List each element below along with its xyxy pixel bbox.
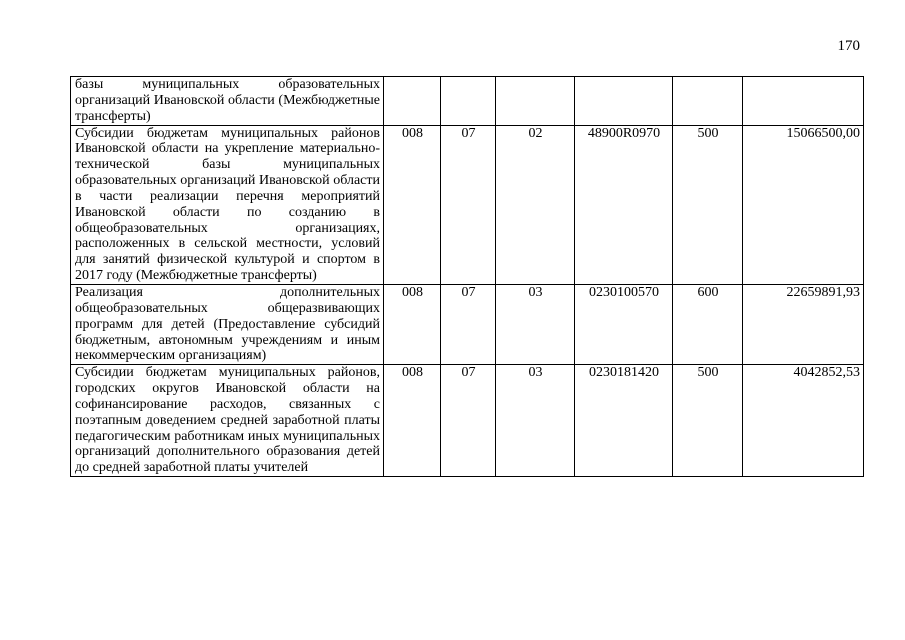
amount-cell: 4042852,53	[743, 365, 864, 477]
section-code-cell: 07	[441, 125, 496, 284]
expense-description-cell: Субсидии бюджетам муниципальных районов, городских округов Ивановской области на софинансирование расходов, связанных с поэтапным доведением средней заработной платы педагогическим работникам иных муниципальных организаций дополнительного образования детей до средней заработной платы учителей	[71, 365, 384, 477]
amount-cell: 15066500,00	[743, 125, 864, 284]
section-code-cell: 07	[441, 365, 496, 477]
expense-type-cell	[673, 77, 743, 126]
section-code-cell: 07	[441, 284, 496, 364]
table-row	[71, 284, 864, 364]
ministry-code-cell: 008	[384, 125, 441, 284]
target-article-cell: 48900R0970	[575, 125, 673, 284]
expense-type-cell: 500	[673, 125, 743, 284]
table-row	[71, 365, 864, 477]
section-code-cell	[441, 77, 496, 126]
table-row	[71, 77, 864, 126]
page-number: 170	[837, 38, 860, 54]
target-article-cell: 0230181420	[575, 365, 673, 477]
amount-cell: 22659891,93	[743, 284, 864, 364]
expense-description-cell: базы муниципальных образовательных организаций Ивановской области (Межбюджетные трансферты)	[71, 77, 384, 126]
ministry-code-cell: 008	[384, 284, 441, 364]
budget-table	[70, 76, 864, 477]
target-article-cell: 0230100570	[575, 284, 673, 364]
expense-type-cell: 600	[673, 284, 743, 364]
subsection-code-cell: 03	[496, 284, 575, 364]
target-article-cell	[575, 77, 673, 126]
expense-description-cell: Реализация дополнительных общеобразовательных общеразвивающих программ для детей (Предоставление субсидий бюджетным, автономным учреждениям и иным некоммерческим организациям)	[71, 284, 384, 364]
subsection-code-cell	[496, 77, 575, 126]
expense-description-cell: Субсидии бюджетам муниципальных районов Ивановской области на укрепление материально-технической базы муниципальных образовательных организаций Ивановской области в части реализации перечня мероприятий Ивановской области по созданию в общеобразовательных организациях, расположенных в сельской местности, условий для занятий физической культурой и спортом в 2017 году (Межбюджетные трансферты)	[71, 125, 384, 284]
subsection-code-cell: 03	[496, 365, 575, 477]
amount-cell	[743, 77, 864, 126]
subsection-code-cell: 02	[496, 125, 575, 284]
table-row	[71, 125, 864, 284]
ministry-code-cell	[384, 77, 441, 126]
expense-type-cell: 500	[673, 365, 743, 477]
ministry-code-cell: 008	[384, 365, 441, 477]
